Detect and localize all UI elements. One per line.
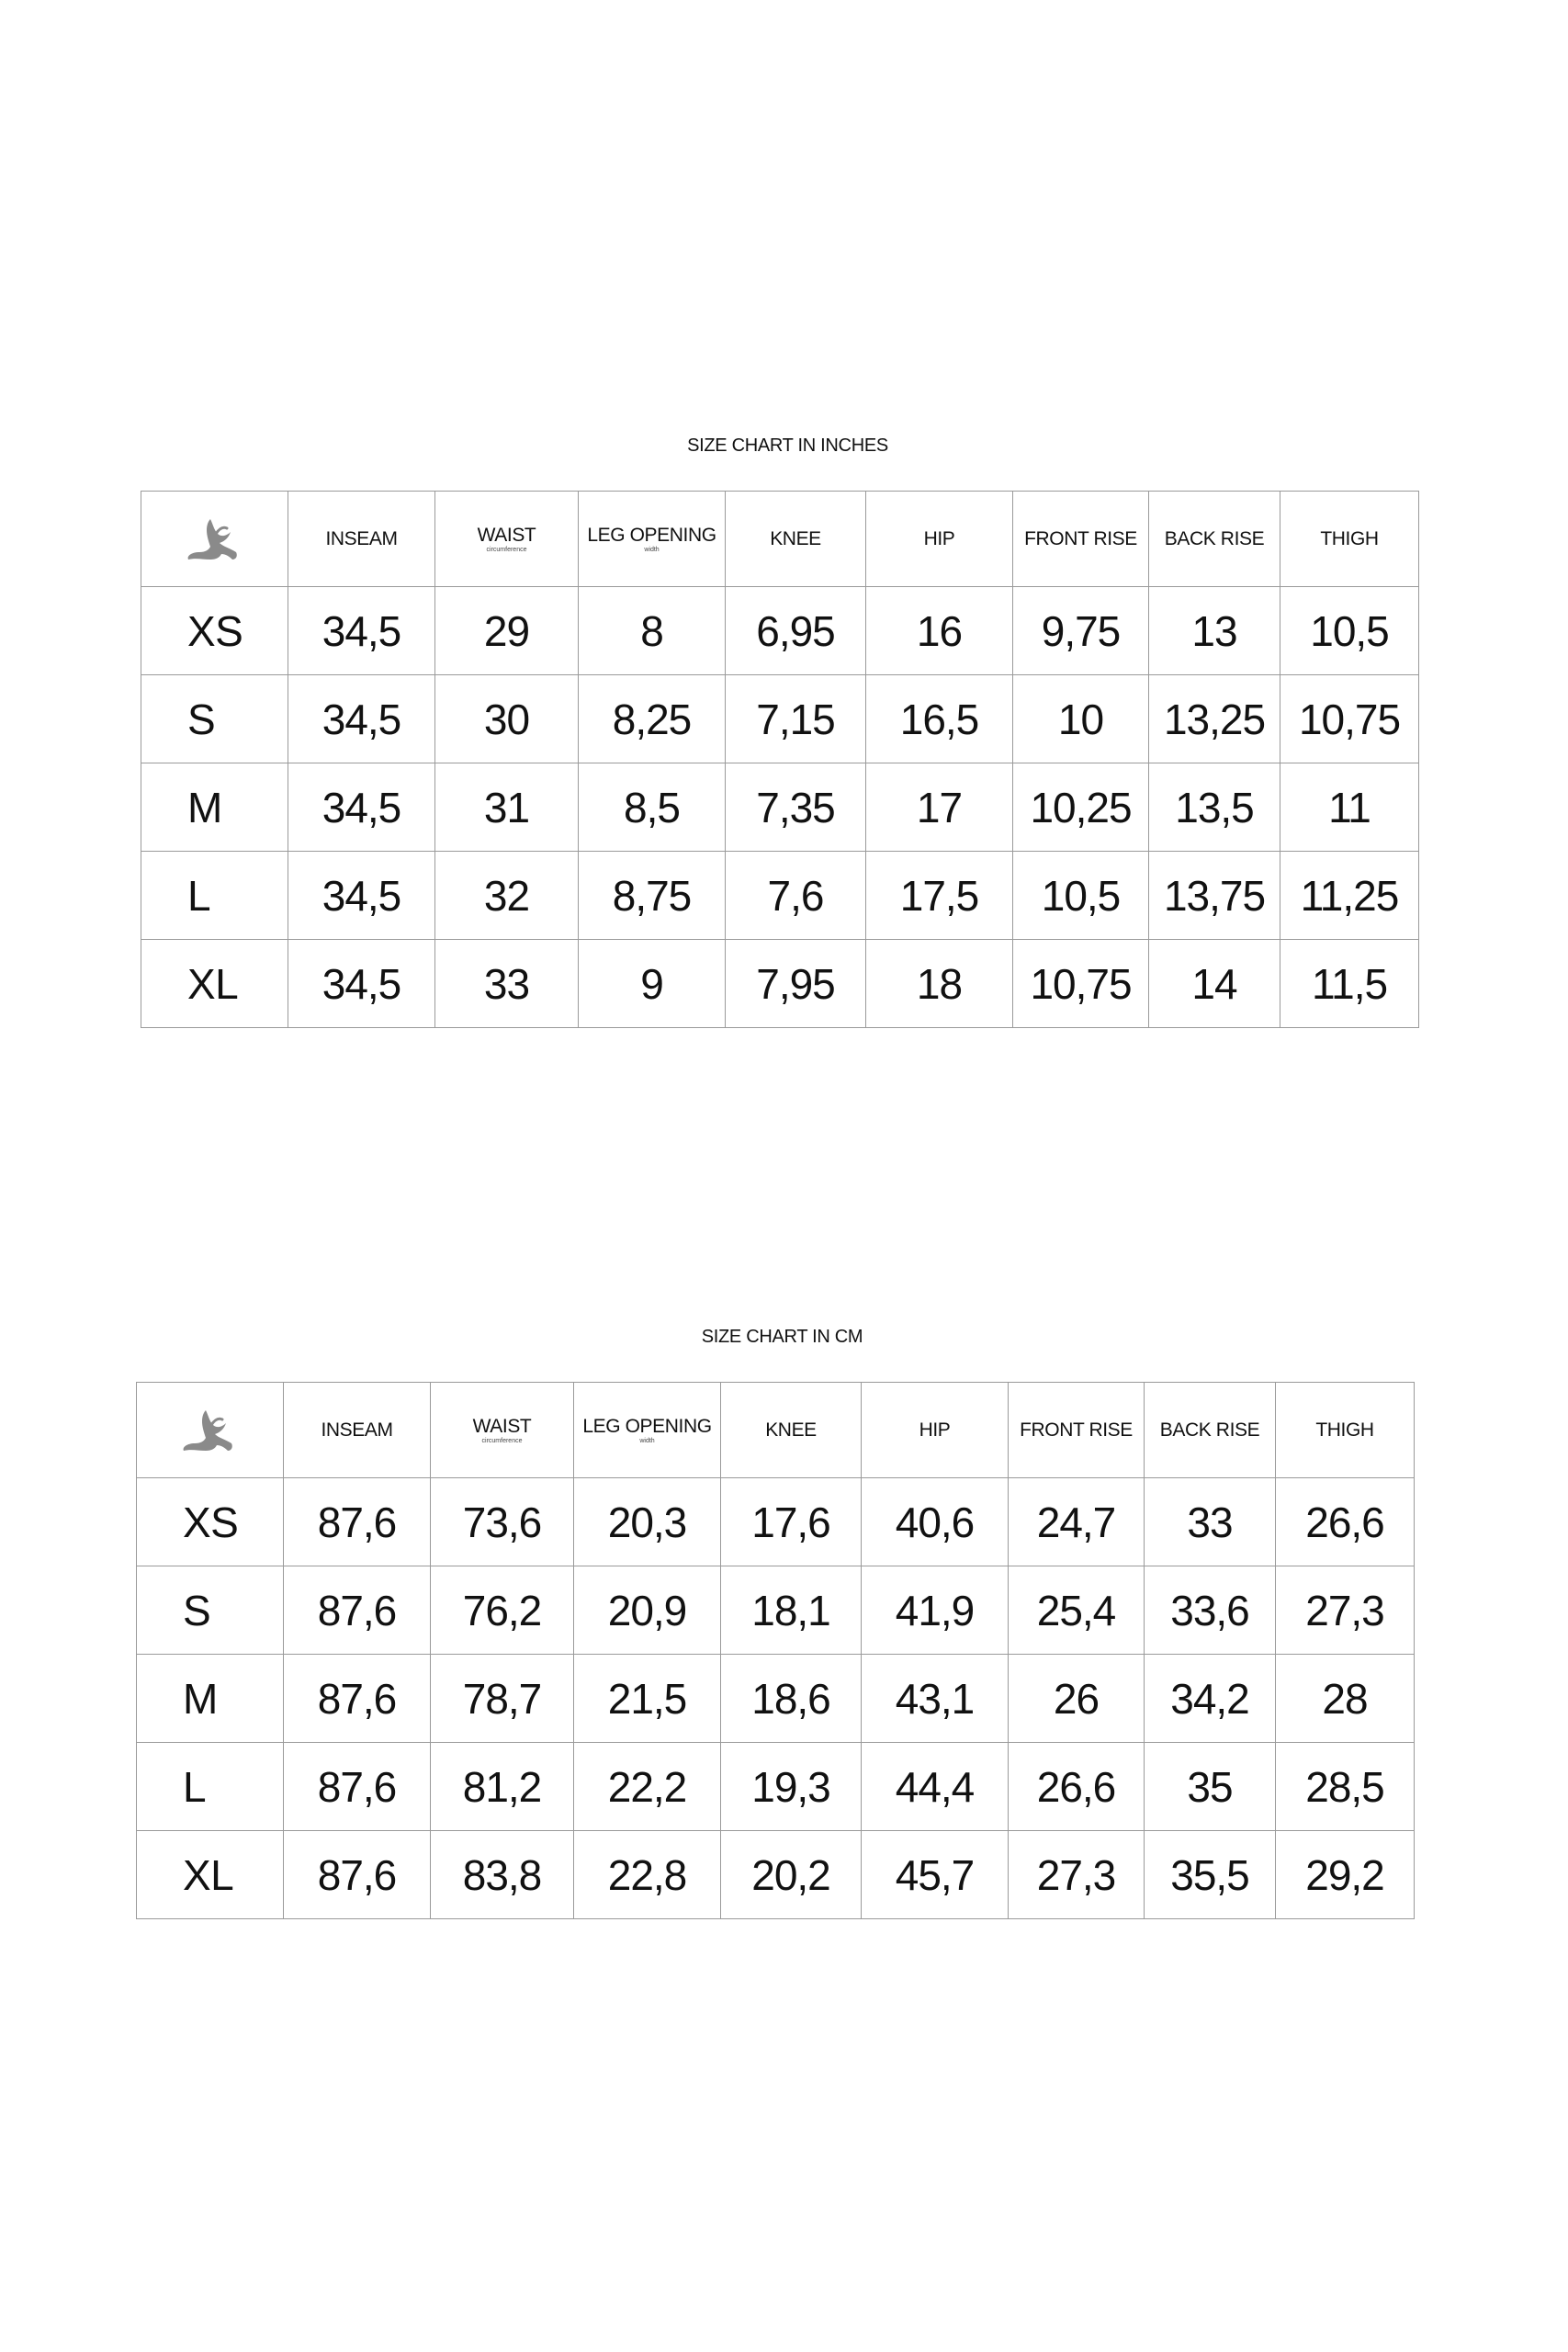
header-front-rise: FRONT RISE	[1013, 492, 1149, 587]
runner-logo-icon	[178, 1407, 243, 1454]
header-hip: HIP	[866, 492, 1013, 587]
measurement-cell: 21,5	[574, 1655, 721, 1743]
size-label: S	[137, 1566, 284, 1655]
header-back-rise: BACK RISE	[1149, 492, 1280, 587]
measurement-cell: 31	[435, 763, 579, 852]
measurement-cell: 25,4	[1009, 1566, 1145, 1655]
measurement-cell: 29,2	[1276, 1831, 1415, 1919]
measurement-cell: 28,5	[1276, 1743, 1415, 1831]
header-leg-opening: LEG OPENING width	[579, 492, 726, 587]
header-waist: WAIST circumference	[435, 492, 579, 587]
measurement-cell: 20,9	[574, 1566, 721, 1655]
header-front-rise: FRONT RISE	[1009, 1383, 1145, 1478]
measurement-cell: 28	[1276, 1655, 1415, 1743]
measurement-cell: 17	[866, 763, 1013, 852]
measurement-cell: 33	[435, 940, 579, 1028]
measurement-cell: 16	[866, 587, 1013, 675]
measurement-cell: 10,5	[1013, 852, 1149, 940]
logo-cell	[141, 492, 288, 587]
measurement-cell: 7,6	[726, 852, 866, 940]
measurement-cell: 19,3	[721, 1743, 862, 1831]
table-row	[137, 1743, 1415, 1831]
measurement-cell: 10,75	[1280, 675, 1419, 763]
measurement-cell: 11	[1280, 763, 1419, 852]
measurement-cell: 8,25	[579, 675, 726, 763]
measurement-cell: 17,5	[866, 852, 1013, 940]
measurement-cell: 32	[435, 852, 579, 940]
measurement-cell: 35	[1145, 1743, 1276, 1831]
cm-size-table	[136, 1382, 1415, 1919]
measurement-cell: 87,6	[284, 1743, 431, 1831]
table-row	[137, 1831, 1415, 1919]
measurement-cell: 26,6	[1276, 1478, 1415, 1566]
measurement-cell: 27,3	[1276, 1566, 1415, 1655]
measurement-cell: 30	[435, 675, 579, 763]
table-row	[137, 1566, 1415, 1655]
measurement-cell: 13,25	[1149, 675, 1280, 763]
runner-logo-icon	[183, 515, 247, 563]
header-knee: KNEE	[726, 492, 866, 587]
measurement-cell: 17,6	[721, 1478, 862, 1566]
header-waist-sub: circumference	[481, 1437, 523, 1444]
header-leg-opening-sub: width	[639, 1437, 655, 1444]
header-row	[141, 492, 1419, 587]
measurement-cell: 33	[1145, 1478, 1276, 1566]
measurement-cell: 7,15	[726, 675, 866, 763]
header-knee: KNEE	[721, 1383, 862, 1478]
size-label: L	[137, 1743, 284, 1831]
size-label: L	[141, 852, 288, 940]
logo-cell	[137, 1383, 284, 1478]
size-label: XL	[141, 940, 288, 1028]
measurement-cell: 14	[1149, 940, 1280, 1028]
measurement-cell: 40,6	[862, 1478, 1009, 1566]
header-row	[137, 1383, 1415, 1478]
measurement-cell: 8,5	[579, 763, 726, 852]
measurement-cell: 20,3	[574, 1478, 721, 1566]
measurement-cell: 27,3	[1009, 1831, 1145, 1919]
measurement-cell: 8	[579, 587, 726, 675]
measurement-cell: 6,95	[726, 587, 866, 675]
header-inseam: INSEAM	[284, 1383, 431, 1478]
measurement-cell: 78,7	[431, 1655, 574, 1743]
header-waist: WAIST circumference	[431, 1383, 574, 1478]
measurement-cell: 22,2	[574, 1743, 721, 1831]
size-label: XS	[141, 587, 288, 675]
measurement-cell: 87,6	[284, 1831, 431, 1919]
measurement-cell: 13	[1149, 587, 1280, 675]
measurement-cell: 34,5	[288, 587, 435, 675]
measurement-cell: 7,95	[726, 940, 866, 1028]
cm-chart-title: SIZE CHART IN CM	[701, 1327, 863, 1347]
measurement-cell: 16,5	[866, 675, 1013, 763]
size-label: M	[141, 763, 288, 852]
header-waist-sub: circumference	[486, 546, 527, 553]
measurement-cell: 34,5	[288, 852, 435, 940]
table-row	[137, 1478, 1415, 1566]
measurement-cell: 81,2	[431, 1743, 574, 1831]
measurement-cell: 45,7	[862, 1831, 1009, 1919]
measurement-cell: 10	[1013, 675, 1149, 763]
table-row	[141, 675, 1419, 763]
table-row	[141, 587, 1419, 675]
header-back-rise: BACK RISE	[1145, 1383, 1276, 1478]
measurement-cell: 87,6	[284, 1478, 431, 1566]
measurement-cell: 18	[866, 940, 1013, 1028]
measurement-cell: 10,25	[1013, 763, 1149, 852]
measurement-cell: 13,75	[1149, 852, 1280, 940]
measurement-cell: 10,75	[1013, 940, 1149, 1028]
table-row	[141, 763, 1419, 852]
measurement-cell: 20,2	[721, 1831, 862, 1919]
measurement-cell: 34,5	[288, 675, 435, 763]
measurement-cell: 11,25	[1280, 852, 1419, 940]
measurement-cell: 43,1	[862, 1655, 1009, 1743]
measurement-cell: 83,8	[431, 1831, 574, 1919]
measurement-cell: 18,1	[721, 1566, 862, 1655]
measurement-cell: 8,75	[579, 852, 726, 940]
inches-chart-title: SIZE CHART IN INCHES	[687, 435, 888, 456]
table-row	[141, 852, 1419, 940]
measurement-cell: 26	[1009, 1655, 1145, 1743]
measurement-cell: 29	[435, 587, 579, 675]
measurement-cell: 11,5	[1280, 940, 1419, 1028]
measurement-cell: 34,5	[288, 940, 435, 1028]
measurement-cell: 9	[579, 940, 726, 1028]
measurement-cell: 34,5	[288, 763, 435, 852]
measurement-cell: 87,6	[284, 1566, 431, 1655]
header-leg-opening-sub: width	[644, 546, 660, 553]
size-label: S	[141, 675, 288, 763]
size-label: XS	[137, 1478, 284, 1566]
inches-size-table	[141, 491, 1419, 1028]
measurement-cell: 10,5	[1280, 587, 1419, 675]
header-hip: HIP	[862, 1383, 1009, 1478]
measurement-cell: 22,8	[574, 1831, 721, 1919]
measurement-cell: 7,35	[726, 763, 866, 852]
header-thigh: THIGH	[1276, 1383, 1415, 1478]
header-thigh: THIGH	[1280, 492, 1419, 587]
size-label: XL	[137, 1831, 284, 1919]
table-row	[141, 940, 1419, 1028]
measurement-cell: 73,6	[431, 1478, 574, 1566]
measurement-cell: 33,6	[1145, 1566, 1276, 1655]
measurement-cell: 26,6	[1009, 1743, 1145, 1831]
measurement-cell: 35,5	[1145, 1831, 1276, 1919]
measurement-cell: 13,5	[1149, 763, 1280, 852]
header-leg-opening: LEG OPENING width	[574, 1383, 721, 1478]
measurement-cell: 87,6	[284, 1655, 431, 1743]
measurement-cell: 34,2	[1145, 1655, 1276, 1743]
measurement-cell: 18,6	[721, 1655, 862, 1743]
measurement-cell: 41,9	[862, 1566, 1009, 1655]
size-label: M	[137, 1655, 284, 1743]
table-row	[137, 1655, 1415, 1743]
measurement-cell: 44,4	[862, 1743, 1009, 1831]
measurement-cell: 24,7	[1009, 1478, 1145, 1566]
header-inseam: INSEAM	[288, 492, 435, 587]
measurement-cell: 9,75	[1013, 587, 1149, 675]
measurement-cell: 76,2	[431, 1566, 574, 1655]
